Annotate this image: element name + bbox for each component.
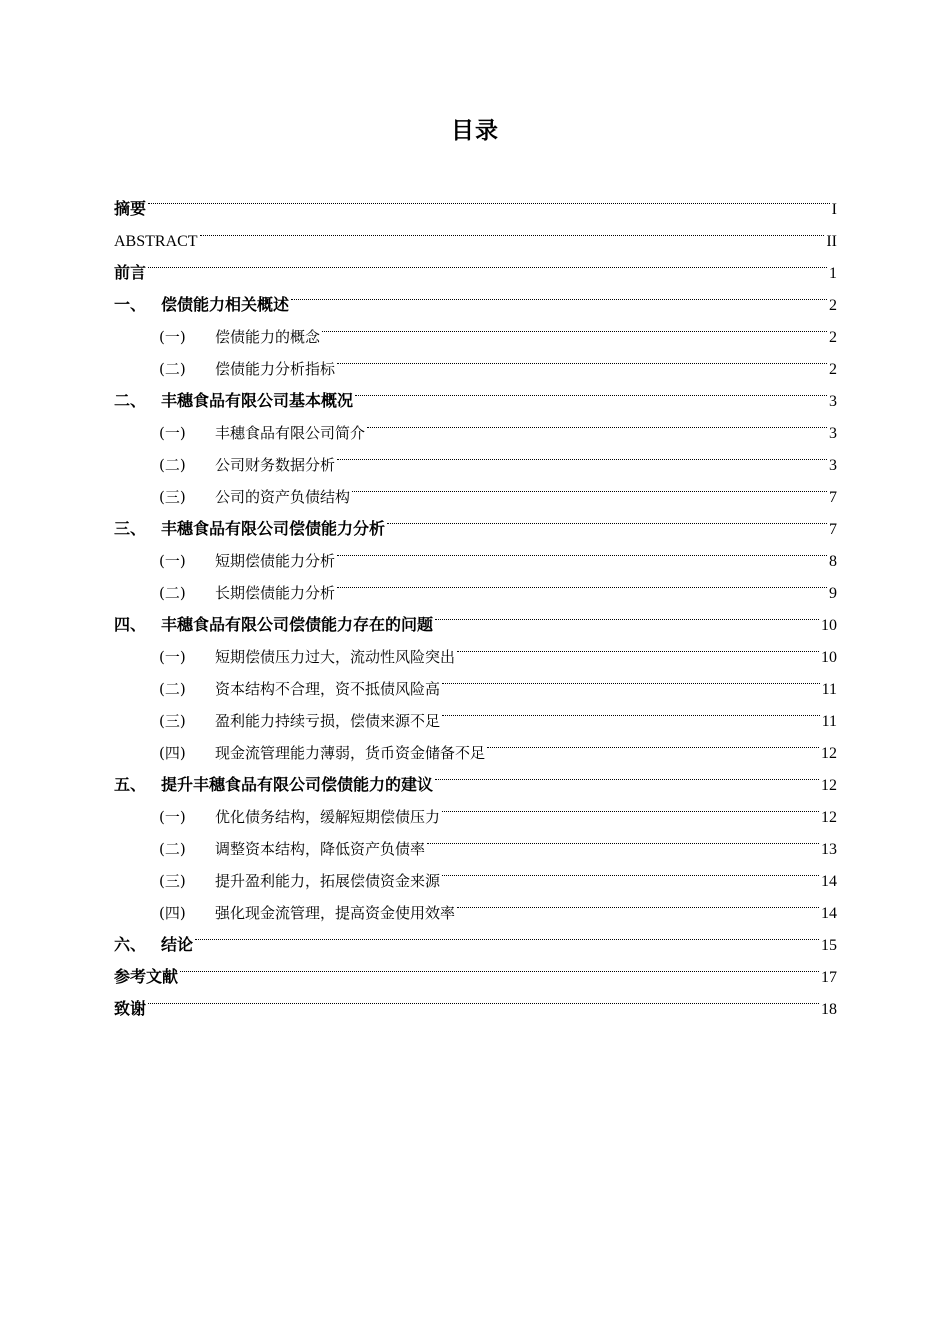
toc-entry-number: (二) bbox=[159, 680, 186, 698]
toc-entry-page-number: 10 bbox=[821, 617, 837, 634]
toc-dot-leader bbox=[442, 790, 819, 822]
toc-dot-leader bbox=[442, 662, 820, 694]
toc-dot-leader bbox=[457, 630, 819, 662]
toc-entry-number: (一) bbox=[159, 328, 186, 346]
toc-entry-number: (三) bbox=[159, 712, 186, 730]
toc-entry-number: 四、 bbox=[114, 615, 147, 634]
toc-dot-leader bbox=[387, 502, 827, 534]
toc-dot-leader bbox=[367, 406, 827, 438]
table-of-contents bbox=[114, 182, 837, 1018]
toc-entry-title: 强化现金流管理，提高资金使用效率 bbox=[215, 904, 456, 922]
toc-entry[interactable] bbox=[114, 918, 837, 954]
toc-dot-leader bbox=[435, 758, 819, 790]
toc-dot-leader bbox=[337, 534, 827, 566]
toc-entry-title: ABSTRACT bbox=[114, 233, 198, 250]
toc-entry-number: (三) bbox=[159, 872, 186, 890]
toc-dot-leader bbox=[200, 214, 825, 246]
toc-dot-leader bbox=[487, 726, 819, 758]
toc-dot-leader bbox=[442, 694, 820, 726]
toc-entry-number: (二) bbox=[159, 360, 186, 378]
toc-entry-page-number: 11 bbox=[821, 681, 837, 698]
toc-entry[interactable] bbox=[114, 982, 837, 1018]
toc-entry-page-number: II bbox=[826, 233, 837, 250]
toc-entry-page-number: 3 bbox=[829, 425, 837, 442]
toc-dot-leader bbox=[291, 278, 827, 310]
toc-entry-number: (一) bbox=[159, 552, 186, 570]
toc-dot-leader bbox=[337, 566, 827, 598]
toc-entry[interactable] bbox=[114, 246, 837, 282]
toc-dot-leader bbox=[337, 342, 827, 374]
toc-entry-title: 提升盈利能力，拓展偿债资金来源 bbox=[215, 872, 441, 890]
toc-entry-title: 公司财务数据分析 bbox=[215, 456, 336, 474]
toc-entry-page-number: 18 bbox=[821, 1001, 837, 1018]
toc-entry-page-number: 3 bbox=[829, 393, 837, 410]
toc-entry-page-number: 17 bbox=[821, 969, 837, 986]
toc-entry-title: 调整资本结构，降低资产负债率 bbox=[215, 840, 426, 858]
toc-entry[interactable] bbox=[114, 950, 837, 986]
toc-entry-title: 长期偿债能力分析 bbox=[215, 584, 336, 602]
toc-dot-leader bbox=[355, 374, 827, 406]
toc-entry-title: 偿债能力的概念 bbox=[215, 328, 321, 346]
toc-dot-leader bbox=[148, 246, 827, 278]
toc-entry-number: (一) bbox=[159, 648, 186, 666]
page-title: 目录 bbox=[451, 118, 499, 144]
toc-entry-number: 二、 bbox=[114, 391, 147, 410]
toc-dot-leader bbox=[457, 886, 819, 918]
toc-entry-number: (一) bbox=[159, 424, 186, 442]
toc-dot-leader bbox=[442, 854, 819, 886]
toc-entry-page-number: I bbox=[831, 201, 837, 218]
toc-entry-title: 致谢 bbox=[114, 999, 147, 1018]
toc-entry-title: 前言 bbox=[114, 263, 147, 282]
toc-entry-number: 五、 bbox=[114, 775, 147, 794]
toc-entry-page-number: 1 bbox=[829, 265, 837, 282]
toc-entry[interactable] bbox=[114, 182, 837, 218]
toc-entry-page-number: 11 bbox=[821, 713, 837, 730]
toc-entry-title: 丰穗食品有限公司偿债能力分析 bbox=[161, 519, 386, 538]
toc-dot-leader bbox=[427, 822, 819, 854]
toc-dot-leader bbox=[148, 982, 819, 1014]
toc-dot-leader bbox=[337, 438, 827, 470]
toc-entry-number: (二) bbox=[159, 840, 186, 858]
toc-entry[interactable] bbox=[114, 214, 837, 250]
toc-dot-leader bbox=[195, 918, 819, 950]
toc-entry-page-number: 2 bbox=[829, 361, 837, 378]
toc-entry-page-number: 14 bbox=[821, 905, 837, 922]
toc-entry-title: 短期偿债压力过大，流动性风险突出 bbox=[215, 648, 456, 666]
toc-entry-title: 丰穗食品有限公司简介 bbox=[215, 424, 366, 442]
toc-entry-page-number: 12 bbox=[821, 809, 837, 826]
toc-entry[interactable] bbox=[114, 278, 837, 314]
toc-entry-title: 摘要 bbox=[114, 199, 147, 218]
toc-entry-number: (三) bbox=[159, 488, 186, 506]
toc-entry-number: (四) bbox=[159, 904, 186, 922]
toc-entry-number: (四) bbox=[159, 744, 186, 762]
toc-dot-leader bbox=[180, 950, 819, 982]
toc-entry-title: 公司的资产负债结构 bbox=[215, 488, 351, 506]
toc-entry-page-number: 8 bbox=[829, 553, 837, 570]
toc-entry-title: 提升丰穗食品有限公司偿债能力的建议 bbox=[161, 775, 434, 794]
toc-entry-page-number: 2 bbox=[829, 329, 837, 346]
toc-entry-title: 优化债务结构，缓解短期偿债压力 bbox=[215, 808, 441, 826]
toc-entry-title: 丰穗食品有限公司基本概况 bbox=[161, 391, 354, 410]
toc-entry-number: 六、 bbox=[114, 935, 147, 954]
toc-entry-page-number: 15 bbox=[821, 937, 837, 954]
toc-entry-title: 参考文献 bbox=[114, 967, 179, 986]
toc-entry-page-number: 13 bbox=[821, 841, 837, 858]
toc-entry-number: 一、 bbox=[114, 295, 147, 314]
toc-dot-leader bbox=[322, 310, 827, 342]
toc-entry-title: 资本结构不合理，资不抵债风险高 bbox=[215, 680, 441, 698]
toc-entry-number: 三、 bbox=[114, 519, 147, 538]
toc-entry-title: 结论 bbox=[161, 935, 194, 954]
toc-entry-number: (一) bbox=[159, 808, 186, 826]
toc-entry-number: (二) bbox=[159, 456, 186, 474]
toc-entry-page-number: 12 bbox=[821, 777, 837, 794]
toc-entry-page-number: 7 bbox=[829, 489, 837, 506]
toc-entry-title: 现金流管理能力薄弱，货币资金储备不足 bbox=[215, 744, 486, 762]
toc-entry-title: 丰穗食品有限公司偿债能力存在的问题 bbox=[161, 615, 434, 634]
toc-entry-page-number: 10 bbox=[821, 649, 837, 666]
toc-dot-leader bbox=[435, 598, 819, 630]
toc-dot-leader bbox=[148, 182, 830, 214]
toc-entry-title: 偿债能力分析指标 bbox=[215, 360, 336, 378]
toc-entry-page-number: 7 bbox=[829, 521, 837, 538]
toc-dot-leader bbox=[352, 470, 827, 502]
toc-entry-title: 盈利能力持续亏损，偿债来源不足 bbox=[215, 712, 441, 730]
toc-entry-page-number: 2 bbox=[829, 297, 837, 314]
toc-entry-number: (二) bbox=[159, 584, 186, 602]
toc-entry-page-number: 14 bbox=[821, 873, 837, 890]
toc-entry-page-number: 9 bbox=[829, 585, 837, 602]
toc-entry-title: 短期偿债能力分析 bbox=[215, 552, 336, 570]
toc-entry-page-number: 3 bbox=[829, 457, 837, 474]
toc-entry-title: 偿债能力相关概述 bbox=[161, 295, 290, 314]
toc-entry-page-number: 12 bbox=[821, 745, 837, 762]
